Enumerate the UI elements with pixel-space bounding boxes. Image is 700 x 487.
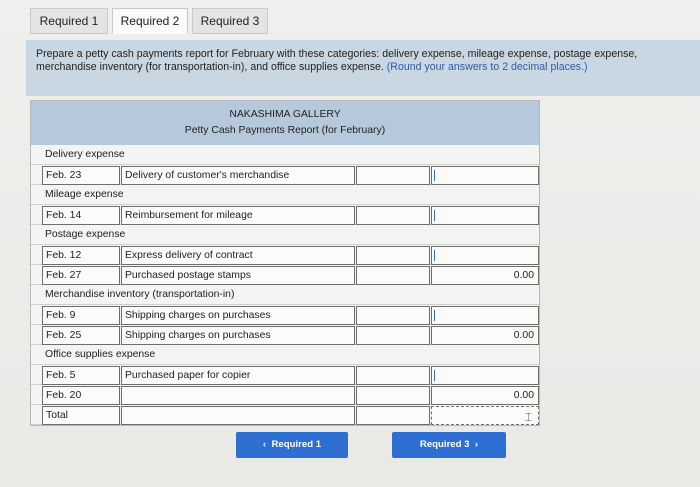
table-row — [31, 325, 539, 345]
total-amount-input[interactable] — [431, 306, 539, 325]
table-row — [31, 245, 539, 265]
company-name: NAKASHIMA GALLERY — [229, 109, 341, 120]
category-label: Office supplies expense — [45, 349, 156, 360]
text-caret — [434, 370, 435, 381]
total-amount-input[interactable] — [431, 266, 539, 285]
total-amount-input[interactable] — [431, 206, 539, 225]
next-button-label: Required 3 — [419, 439, 470, 450]
tab-required-2[interactable]: Required 2 — [112, 8, 188, 34]
description-cell[interactable]: Shipping charges on purchases — [121, 326, 355, 345]
chevron-right-icon: › — [474, 439, 479, 450]
description-cell[interactable]: Purchased postage stamps — [121, 266, 355, 285]
amount-input[interactable] — [356, 306, 430, 325]
amount-value: 0.00 — [513, 390, 534, 401]
table-row — [31, 265, 539, 285]
description-cell[interactable]: Reimbursement for mileage — [121, 206, 355, 225]
text-caret — [434, 170, 435, 181]
description-cell[interactable]: Delivery of customer's merchandise — [121, 166, 355, 185]
date-cell[interactable]: Feb. 12 — [42, 246, 120, 265]
description-cell[interactable] — [121, 386, 355, 405]
description-cell[interactable]: Shipping charges on purchases — [121, 306, 355, 325]
amount-value: 0.00 — [513, 330, 534, 341]
amount-input[interactable] — [356, 246, 430, 265]
next-button[interactable] — [392, 432, 506, 458]
text-caret — [434, 250, 435, 261]
amount-input[interactable] — [356, 366, 430, 385]
chevron-left-icon: ‹ — [262, 439, 267, 450]
category-row — [31, 225, 539, 245]
text-caret — [434, 310, 435, 321]
category-row — [31, 285, 539, 305]
instructions-hint: (Round your answers to 2 decimal places.) — [386, 61, 588, 73]
date-cell[interactable]: Feb. 14 — [42, 206, 120, 225]
prev-button-label: Required 1 — [271, 439, 322, 450]
table-row — [31, 305, 539, 325]
description-cell[interactable]: Express delivery of contract — [121, 246, 355, 265]
total-amount-input[interactable] — [431, 246, 539, 265]
amount-input[interactable] — [356, 386, 430, 405]
petty-cash-report — [30, 100, 540, 426]
table-row — [31, 205, 539, 225]
table-row — [31, 165, 539, 185]
table-row — [31, 365, 539, 385]
date-cell[interactable]: Feb. 9 — [42, 306, 120, 325]
instructions-panel — [26, 40, 700, 96]
date-cell[interactable]: Total — [42, 406, 120, 425]
report-header — [31, 101, 539, 145]
amount-input[interactable] — [356, 206, 430, 225]
total-row — [31, 405, 539, 425]
report-title: Petty Cash Payments Report (for February) — [184, 125, 386, 136]
date-cell[interactable]: Feb. 20 — [42, 386, 120, 405]
category-label: Delivery expense — [45, 149, 125, 160]
category-label: Merchandise inventory (transportation-in) — [45, 289, 235, 300]
total-amount-input[interactable] — [431, 406, 539, 425]
description-cell[interactable]: Purchased paper for copier — [121, 366, 355, 385]
table-row — [31, 385, 539, 405]
text-caret — [434, 210, 435, 221]
amount-input[interactable] — [356, 166, 430, 185]
category-row — [31, 185, 539, 205]
category-row — [31, 345, 539, 365]
text-cursor-icon: ⌶ — [524, 410, 532, 424]
amount-input[interactable] — [356, 266, 430, 285]
total-amount-input[interactable] — [431, 326, 539, 345]
total-amount-input[interactable] — [431, 166, 539, 185]
amount-input[interactable] — [356, 326, 430, 345]
date-cell[interactable]: Feb. 5 — [42, 366, 120, 385]
category-label: Mileage expense — [45, 189, 124, 200]
amount-value: 0.00 — [513, 270, 534, 281]
report-rows — [31, 145, 539, 425]
description-cell[interactable] — [121, 406, 355, 425]
date-cell[interactable]: Feb. 25 — [42, 326, 120, 345]
date-cell[interactable]: Feb. 27 — [42, 266, 120, 285]
date-cell[interactable]: Feb. 23 — [42, 166, 120, 185]
instructions-text: Prepare a petty cash payments report for February with these categories: delivery expense, mileage expense, postage expense, merchandise inventory (for transportation-in), and office supplies expense. — [36, 48, 638, 73]
total-amount-input[interactable] — [431, 386, 539, 405]
tab-required-1[interactable]: Required 1 — [30, 8, 108, 34]
category-label: Postage expense — [45, 229, 126, 240]
prev-button[interactable] — [236, 432, 348, 458]
amount-input[interactable] — [356, 406, 430, 425]
tab-required-3[interactable]: Required 3 — [192, 8, 268, 34]
category-row — [31, 145, 539, 165]
total-amount-input[interactable] — [431, 366, 539, 385]
